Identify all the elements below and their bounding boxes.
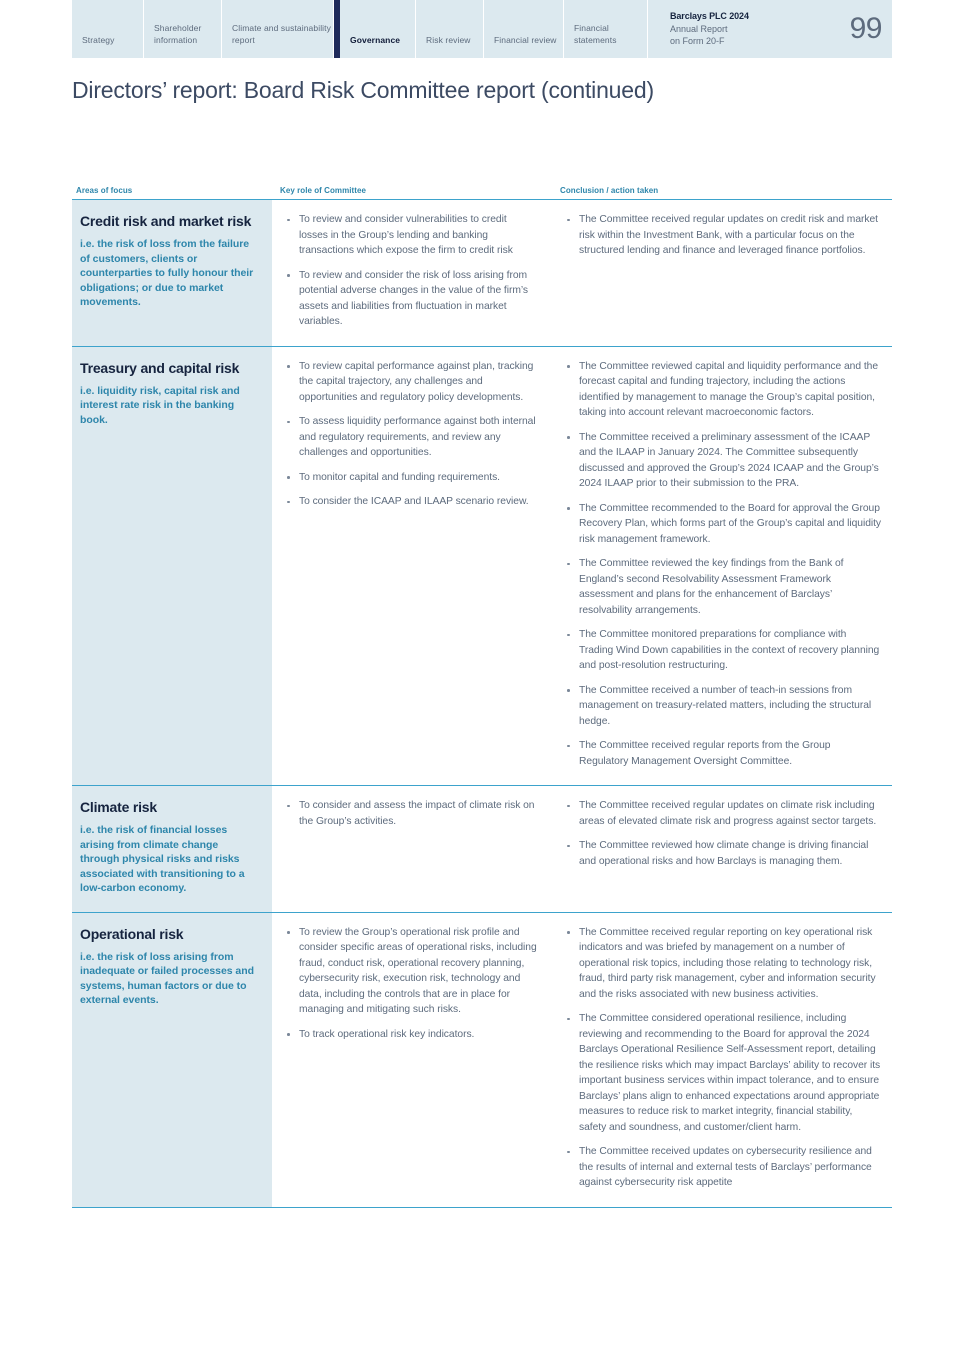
risk-area-title: Operational risk bbox=[80, 925, 184, 942]
list-item: To consider the ICAAP and ILAAP scenario review. bbox=[282, 494, 538, 510]
list-item: To review capital performance against plan, tracking the capital trajectory, any challenges and opportunities and regulatory policy developments. bbox=[282, 359, 538, 406]
conclusion-cell bbox=[552, 786, 892, 912]
nav-tab-label: Risk review bbox=[426, 34, 471, 45]
page-number: 99 bbox=[849, 12, 882, 45]
list-item: The Committee received regular updates on credit risk and market risk within the Investment Bank, with a particular focus on the structured lending and finance and leveraged finance portfolios. bbox=[562, 212, 882, 259]
list-item: The Committee received regular reports from the Group Regulatory Management Oversight Committee. bbox=[562, 738, 882, 769]
table-row bbox=[72, 786, 892, 913]
nav-tab-label: Shareholder information bbox=[154, 23, 202, 45]
list-item: The Committee received a preliminary assessment of the ICAAP and the ILAAP in January 2024. The Committee subsequently discussed and approved the Group’s 2024 ICAAP and the Group’s 2024 ILAAP prior to their submission to the PRA. bbox=[562, 430, 882, 492]
table-row bbox=[72, 347, 892, 787]
table-row bbox=[72, 200, 892, 347]
list-item: To track operational risk key indicators. bbox=[282, 1027, 538, 1043]
risk-area-cell bbox=[72, 200, 272, 346]
list-item: The Committee received updates on cybersecurity resilience and the results of internal and external tests of Barclays’ performance against cybersecurity risk appetite bbox=[562, 1144, 882, 1191]
list-item: The Committee recommended to the Board for approval the Group Recovery Plan, which forms part of the Group’s capital and liquidity risk management framework. bbox=[562, 501, 882, 548]
risk-area-cell bbox=[72, 913, 272, 1207]
key-role-list bbox=[282, 798, 538, 829]
report-branding bbox=[648, 0, 892, 58]
page-title: Directors’ report: Board Risk Committee report (continued) bbox=[72, 77, 654, 104]
conclusion-cell bbox=[552, 200, 892, 346]
report-title-line: Barclays PLC 2024 bbox=[670, 11, 749, 21]
conclusion-list bbox=[562, 359, 882, 770]
nav-tab-label: Governance bbox=[350, 34, 401, 45]
key-role-list bbox=[282, 925, 538, 1043]
risk-area-description: i.e. the risk of financial losses arising from climate change through physical risks and risks associated with transitioning to a low-carbon economy. bbox=[80, 824, 245, 894]
list-item: The Committee considered operational resilience, including reviewing and recommending to the Board for approval the 2024 Barclays Operational Resilience Self-Assessment report, detailing the resilience risks which may impact Barclays’ ability to recover its important business services within impact tolerance, and to ensure Barclays’ plans align to enhanced expectations around appropriate measures to reduce risk to market integrity, financial stability, safety and soundness, and customer/client harm. bbox=[562, 1011, 882, 1135]
page-header-nav bbox=[72, 0, 892, 58]
risk-area-title: Treasury and capital risk bbox=[80, 359, 240, 376]
nav-tab-shareholder-information[interactable] bbox=[144, 0, 222, 58]
list-item: To review and consider vulnerabilities to credit losses in the Group’s lending and banking transactions which expose the firm to credit risk bbox=[282, 212, 538, 259]
nav-tab-label: Strategy bbox=[82, 34, 115, 45]
report-branding-lines bbox=[670, 10, 749, 48]
list-item: To review and consider the risk of loss arising from potential adverse changes in the value of the firm’s assets and liabilities from fluctuation in market variables. bbox=[282, 268, 538, 330]
column-header-key-role: Key role of Committee bbox=[280, 186, 366, 195]
nav-tab-governance[interactable] bbox=[334, 0, 416, 58]
conclusion-list bbox=[562, 212, 882, 259]
column-header-areas-of-focus: Areas of focus bbox=[76, 186, 133, 195]
list-item: The Committee received regular reporting on key operational risk indicators and was briefed by management on a number of operational risk topics, including those relating to technology risk, fraud, third party risk management, cyber and information security and the risks associated with new business activities. bbox=[562, 925, 882, 1003]
key-role-cell bbox=[272, 200, 552, 346]
column-header-conclusion: Conclusion / action taken bbox=[560, 186, 659, 195]
risk-area-title: Climate risk bbox=[80, 799, 157, 815]
key-role-cell bbox=[272, 347, 552, 786]
risk-area-description: i.e. the risk of loss from the failure of customers, clients or counterparties to fully honour their obligations; or due to market movements. bbox=[80, 238, 254, 308]
risk-area-description: i.e. liquidity risk, capital risk and interest rate risk in the banking book. bbox=[80, 384, 240, 426]
nav-tab-label: Climate and sustainability report bbox=[232, 23, 331, 45]
list-item: The Committee received regular updates on climate risk including areas of elevated climate risk and progress against sector targets. bbox=[562, 798, 882, 829]
nav-tab-financial-statements[interactable] bbox=[564, 0, 648, 58]
list-item: To consider and assess the impact of climate risk on the Group’s activities. bbox=[282, 798, 538, 829]
list-item: The Committee reviewed the key findings from the Bank of England’s second Resolvability Assessment Framework assessment and plans for the enhancement of Barclays’ resolvability arrangements. bbox=[562, 556, 882, 618]
table-header-row bbox=[72, 186, 892, 200]
key-role-list bbox=[282, 212, 538, 330]
list-item: To review the Group’s operational risk profile and consider specific areas of operational risks, including fraud, conduct risk, operational recovery planning, cybersecurity risk, execution risk, technology and data, including the controls that are in place for managing and mitigating such risks. bbox=[282, 925, 538, 1018]
key-role-cell bbox=[272, 786, 552, 912]
risk-area-cell bbox=[72, 786, 272, 912]
conclusion-list bbox=[562, 798, 882, 869]
key-role-list bbox=[282, 359, 538, 510]
key-role-cell bbox=[272, 913, 552, 1207]
nav-tab-climate-and-sustainability-report[interactable] bbox=[222, 0, 334, 58]
risk-areas-table bbox=[72, 186, 892, 1208]
list-item: The Committee received a number of teach-in sessions from management on treasury-related matters, including the structural hedge. bbox=[562, 683, 882, 730]
nav-tab-risk-review[interactable] bbox=[416, 0, 484, 58]
conclusion-list bbox=[562, 925, 882, 1191]
list-item: To monitor capital and funding requirements. bbox=[282, 470, 538, 486]
risk-area-cell bbox=[72, 347, 272, 786]
nav-tab-strategy[interactable] bbox=[72, 0, 144, 58]
conclusion-cell bbox=[552, 347, 892, 786]
list-item: The Committee monitored preparations for compliance with Trading Wind Down capabilities in the context of recovery planning and post-resolution restructuring. bbox=[562, 627, 882, 674]
conclusion-cell bbox=[552, 913, 892, 1207]
report-subtitle-line-2: on Form 20-F bbox=[670, 36, 725, 46]
risk-area-title: Credit risk and market risk bbox=[80, 213, 252, 229]
risk-area-description: i.e. the risk of loss arising from inadequate or failed processes and systems, human factors or due to external events. bbox=[80, 950, 254, 1006]
table-row bbox=[72, 913, 892, 1208]
nav-tab-financial-review[interactable] bbox=[484, 0, 564, 58]
nav-tab-label: Financial statements bbox=[574, 23, 617, 45]
report-subtitle-line-1: Annual Report bbox=[670, 23, 728, 34]
nav-tab-label: Financial review bbox=[494, 34, 557, 45]
list-item: The Committee reviewed how climate change is driving financial and operational risks and how Barclays is managing them. bbox=[562, 838, 882, 869]
list-item: The Committee reviewed capital and liquidity performance and the forecast capital and funding trajectory, including the actions identified by management to manage the Group’s capital position, taking into account relevant macroeconomic factors. bbox=[562, 359, 882, 421]
list-item: To assess liquidity performance against both internal and regulatory requirements, and review any challenges and opportunities. bbox=[282, 414, 538, 461]
